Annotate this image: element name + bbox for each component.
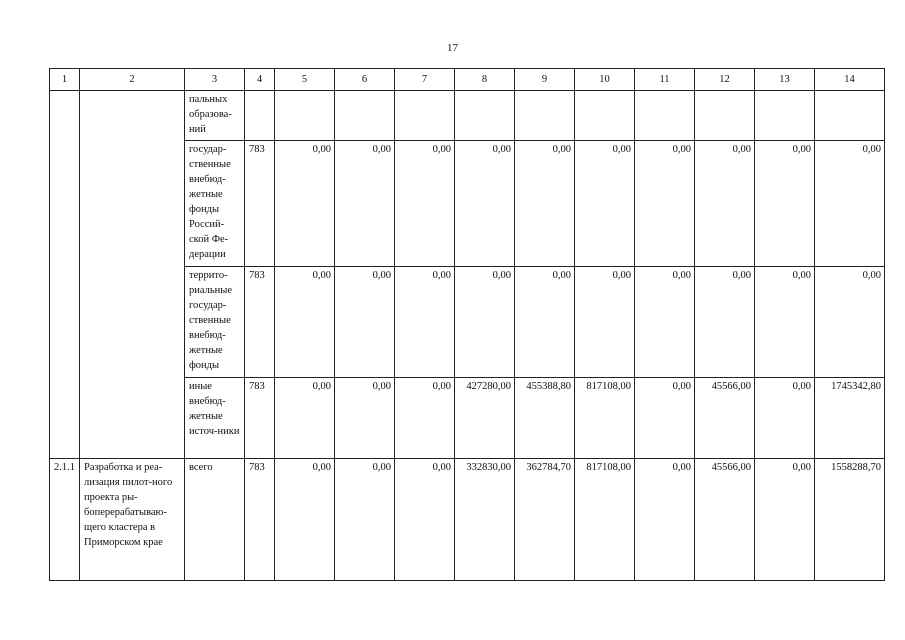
cell-empty — [80, 91, 185, 459]
value-cell: 1558288,70 — [815, 459, 885, 581]
value-cell: 0,00 — [815, 141, 885, 267]
code-cell: 783 — [245, 459, 275, 581]
value-cell: 0,00 — [275, 267, 335, 378]
code-cell: 783 — [245, 378, 275, 459]
value-cell: 0,00 — [755, 141, 815, 267]
col-header: 14 — [815, 69, 885, 91]
code-cell: 783 — [245, 141, 275, 267]
value-cell: 0,00 — [335, 459, 395, 581]
value-cell: 0,00 — [395, 141, 455, 267]
value-cell: 817108,00 — [575, 459, 635, 581]
value-cell — [335, 91, 395, 141]
value-cell — [635, 91, 695, 141]
header-row — [50, 69, 885, 91]
value-cell: 0,00 — [755, 459, 815, 581]
code-cell: 783 — [245, 267, 275, 378]
cell-empty — [50, 91, 80, 459]
value-cell: 0,00 — [575, 267, 635, 378]
value-cell: 0,00 — [395, 459, 455, 581]
value-cell: 0,00 — [635, 459, 695, 581]
value-cell: 0,00 — [275, 378, 335, 459]
col-header: 4 — [245, 69, 275, 91]
page-number: 17 — [447, 42, 458, 54]
value-cell: 0,00 — [335, 378, 395, 459]
value-cell: 45566,00 — [695, 459, 755, 581]
item-name: Разработка и реа-лизация пилот-ного проекта ры-боперерабатываю-щего кластера в Приморском крае — [80, 459, 185, 581]
value-cell: 0,00 — [695, 141, 755, 267]
source-cell: пальных образова-ний — [185, 91, 245, 141]
col-header: 5 — [275, 69, 335, 91]
source-cell: иные внебюд-жетные источ-ники — [185, 378, 245, 459]
col-header: 6 — [335, 69, 395, 91]
source-cell: всего — [185, 459, 245, 581]
col-header: 2 — [80, 69, 185, 91]
value-cell — [395, 91, 455, 141]
value-cell: 0,00 — [755, 378, 815, 459]
value-cell: 45566,00 — [695, 378, 755, 459]
value-cell — [755, 91, 815, 141]
col-header: 7 — [395, 69, 455, 91]
value-cell: 0,00 — [455, 267, 515, 378]
value-cell: 0,00 — [275, 459, 335, 581]
budget-table — [49, 68, 885, 581]
value-cell: 0,00 — [395, 267, 455, 378]
table-row — [50, 91, 885, 141]
value-cell: 0,00 — [635, 378, 695, 459]
value-cell: 0,00 — [395, 378, 455, 459]
col-header: 12 — [695, 69, 755, 91]
value-cell — [455, 91, 515, 141]
value-cell: 0,00 — [815, 267, 885, 378]
value-cell: 0,00 — [635, 267, 695, 378]
value-cell: 0,00 — [275, 141, 335, 267]
value-cell: 332830,00 — [455, 459, 515, 581]
col-header: 8 — [455, 69, 515, 91]
value-cell: 455388,80 — [515, 378, 575, 459]
value-cell: 427280,00 — [455, 378, 515, 459]
col-header: 11 — [635, 69, 695, 91]
value-cell: 0,00 — [755, 267, 815, 378]
value-cell: 1745342,80 — [815, 378, 885, 459]
value-cell: 0,00 — [335, 141, 395, 267]
col-header: 10 — [575, 69, 635, 91]
value-cell — [575, 91, 635, 141]
source-cell: государ-ственные внебюд-жетные фонды Россий-ской Фе-дерации — [185, 141, 245, 267]
value-cell: 0,00 — [335, 267, 395, 378]
value-cell — [515, 91, 575, 141]
value-cell: 0,00 — [635, 141, 695, 267]
col-header: 9 — [515, 69, 575, 91]
value-cell — [275, 91, 335, 141]
value-cell: 0,00 — [695, 267, 755, 378]
source-cell: террито-риальные государ-ственные внебюд-жетные фонды — [185, 267, 245, 378]
value-cell: 0,00 — [575, 141, 635, 267]
col-header: 13 — [755, 69, 815, 91]
code-cell — [245, 91, 275, 141]
value-cell: 362784,70 — [515, 459, 575, 581]
item-number: 2.1.1 — [50, 459, 80, 581]
col-header: 3 — [185, 69, 245, 91]
value-cell — [695, 91, 755, 141]
value-cell: 0,00 — [455, 141, 515, 267]
table-row — [50, 459, 885, 581]
value-cell: 817108,00 — [575, 378, 635, 459]
value-cell — [815, 91, 885, 141]
value-cell: 0,00 — [515, 141, 575, 267]
col-header: 1 — [50, 69, 80, 91]
value-cell: 0,00 — [515, 267, 575, 378]
